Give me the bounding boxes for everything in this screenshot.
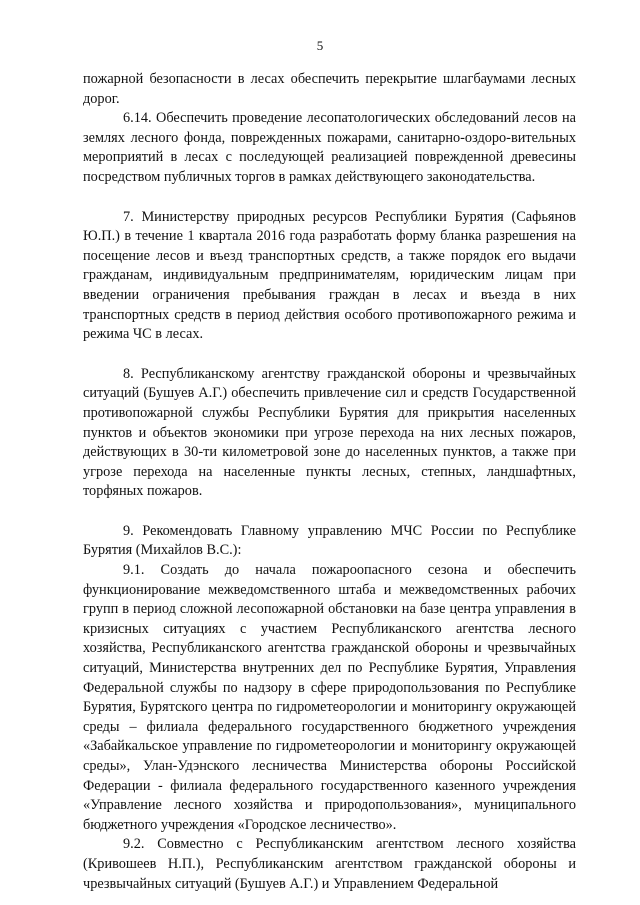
document-body bbox=[83, 70, 576, 894]
paragraph-8: 8. Республиканскому агентству гражданской обороны и чрезвычайных ситуаций (Бушуев А.Г.) обеспечить привлечение сил и средств Государственной противопожарной службы Республики Бурятия для прикрытия населенных пунктов и объектов экономики при угрозе перехода на них лесных пожаров, действующих в 30-ти километровой зоне до населенных пунктов, а также при угрозе перехода на населенные пункты лесных, степных, ландшафтных, торфяных пожаров. bbox=[83, 365, 576, 500]
paragraph-9-1: 9.1. Создать до начала пожароопасного сезона и обеспечить функционирование межведомственного штаба и межведомственных рабочих групп в период сложной лесопожарной обстановки на базе центра управления в кризисных ситуациях с участием Республиканского агентства лесного хозяйства, Республиканского агентства гражданской обороны и чрезвычайных ситуаций, Министерства внутренних дел по Республике Бурятия, Управления Федеральной службы по надзору в сфере природопользования по Республике Бурятия, Бурятского центра по гидрометеорологии и мониторингу окружающей среды – филиала федерального государственного бюджетного учреждения «Забайкальское управление по гидрометеорологии и мониторингу окружающей среды», Улан-Удэнского лесничества Министерства обороны Российской Федерации - филиала федерального государственного казенного учреждения «Управление лесного хозяйства и природопользования», муниципального бюджетного учреждения «Городское лесничество». bbox=[83, 562, 576, 833]
paragraph-9: 9. Рекомендовать Главному управлению МЧС России по Республике Бурятия (Михайлов В.С.): bbox=[83, 522, 576, 559]
paragraph-6-14: 6.14. Обеспечить проведение лесопатологических обследований лесов на землях лесного фонда, поврежденных пожарами, санитарно-оздоро-вительных мероприятий в лесах с последующей реализацией поврежденной древесины посредством публичных торгов в рамках действующего законодательства. bbox=[83, 110, 576, 185]
paragraph-9-2: 9.2. Совместно с Республиканским агентством лесного хозяйства (Кривошеев Н.П.), Республиканским агентством гражданской обороны и чрезвычайных ситуаций (Бушуев А.Г.) и Управлением Федеральной bbox=[83, 836, 576, 892]
page-number: 5 bbox=[316, 38, 324, 53]
paragraph-7: 7. Министерству природных ресурсов Республики Бурятия (Сафьянов Ю.П.) в течение 1 квартала 2016 года разработать форму бланка разрешения на посещение лесов и въезд транспортных средств, а также порядок его выдачи гражданам, индивидуальным предпринимателям, юридическим лицам при введении ограничения пребывания граждан в лесах и въезда в них транспортных средств в период действия особого противопожарного режима и режима ЧС в лесах. bbox=[83, 208, 576, 343]
paragraph-fire-safety-continuation: пожарной безопасности в лесах обеспечить перекрытие шлагбаумами лесных дорог. bbox=[83, 71, 576, 107]
